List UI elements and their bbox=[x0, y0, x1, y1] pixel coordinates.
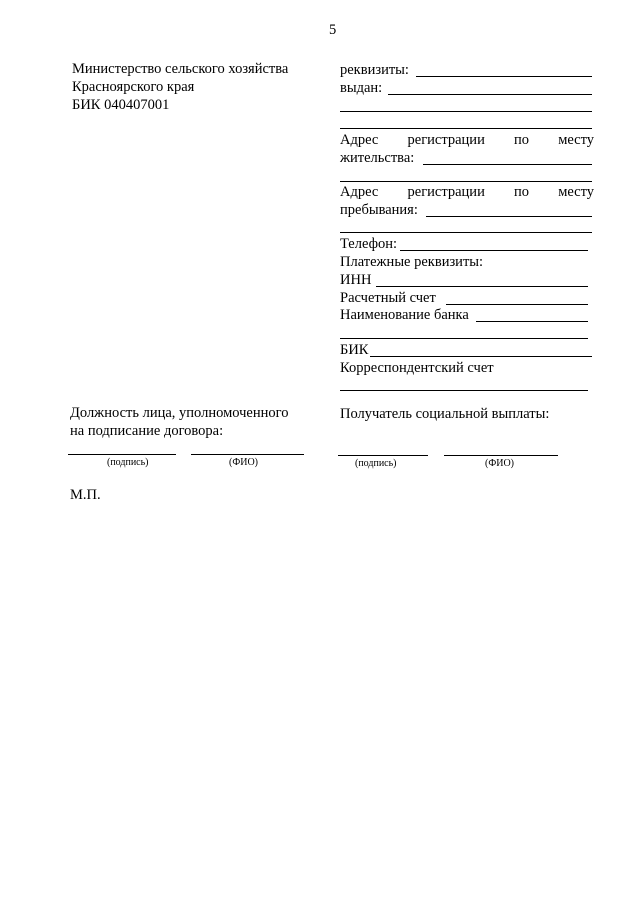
page-number: 5 bbox=[329, 22, 337, 38]
inn-label: ИНН bbox=[340, 272, 372, 288]
account-line[interactable] bbox=[446, 304, 588, 305]
issued-line-3[interactable] bbox=[340, 128, 592, 129]
inn-line[interactable] bbox=[376, 286, 588, 287]
stay-line[interactable] bbox=[426, 216, 592, 217]
stay-word-3: по bbox=[514, 184, 530, 200]
org-bik: БИК 040407001 bbox=[72, 97, 170, 113]
issued-label: выдан: bbox=[340, 80, 383, 96]
reg-word-3: по bbox=[514, 132, 530, 148]
payment-label: Платежные реквизиты: bbox=[340, 254, 484, 270]
left-fio-caption: (ФИО) bbox=[229, 457, 259, 468]
corr-account-label: Корреспондентский счет bbox=[340, 360, 494, 376]
signatory-position-line2: на подписание договора: bbox=[70, 423, 224, 439]
bik-line[interactable] bbox=[370, 356, 592, 357]
requisites-label: реквизиты: bbox=[340, 62, 409, 78]
residence-line[interactable] bbox=[423, 164, 592, 165]
reg-word-2: регистрации bbox=[407, 132, 485, 148]
reg-address-header bbox=[340, 132, 594, 149]
right-signature-caption: (подпись) bbox=[355, 458, 397, 469]
corr-account-line[interactable] bbox=[340, 390, 588, 391]
stay-label: пребывания: bbox=[340, 202, 418, 218]
org-name-line1: Министерство сельского хозяйства bbox=[72, 61, 289, 77]
right-fio-caption: (ФИО) bbox=[485, 458, 515, 469]
left-fio-line[interactable] bbox=[191, 454, 304, 455]
left-signature-line[interactable] bbox=[68, 454, 176, 455]
stay-word-2: регистрации bbox=[407, 184, 485, 200]
residence-line-2[interactable] bbox=[340, 181, 592, 182]
issued-line-2[interactable] bbox=[340, 111, 592, 112]
stay-word-1: Адрес bbox=[340, 184, 379, 200]
stay-line-2[interactable] bbox=[340, 232, 592, 233]
reg-word-4: месту bbox=[558, 132, 594, 148]
org-name-line2: Красноярского края bbox=[72, 79, 195, 95]
stay-word-4: месту bbox=[558, 184, 594, 200]
stamp-place: М.П. bbox=[70, 487, 101, 503]
recipient-label: Получатель социальной выплаты: bbox=[340, 406, 550, 422]
bank-label: Наименование банка bbox=[340, 307, 469, 323]
bank-line-2[interactable] bbox=[340, 338, 588, 339]
right-signature-line[interactable] bbox=[338, 455, 428, 456]
bik-label: БИК bbox=[340, 342, 369, 358]
reg-word-1: Адрес bbox=[340, 132, 379, 148]
phone-label: Телефон: bbox=[340, 236, 398, 252]
signatory-position-line1: Должность лица, уполномоченного bbox=[70, 405, 289, 421]
bank-line[interactable] bbox=[476, 321, 588, 322]
right-fio-line[interactable] bbox=[444, 455, 558, 456]
account-label: Расчетный счет bbox=[340, 290, 436, 306]
issued-line[interactable] bbox=[388, 94, 592, 95]
residence-label: жительства: bbox=[340, 150, 415, 166]
stay-address-header bbox=[340, 184, 594, 201]
left-signature-caption: (подпись) bbox=[107, 457, 149, 468]
phone-line[interactable] bbox=[400, 250, 588, 251]
requisites-line[interactable] bbox=[416, 76, 592, 77]
